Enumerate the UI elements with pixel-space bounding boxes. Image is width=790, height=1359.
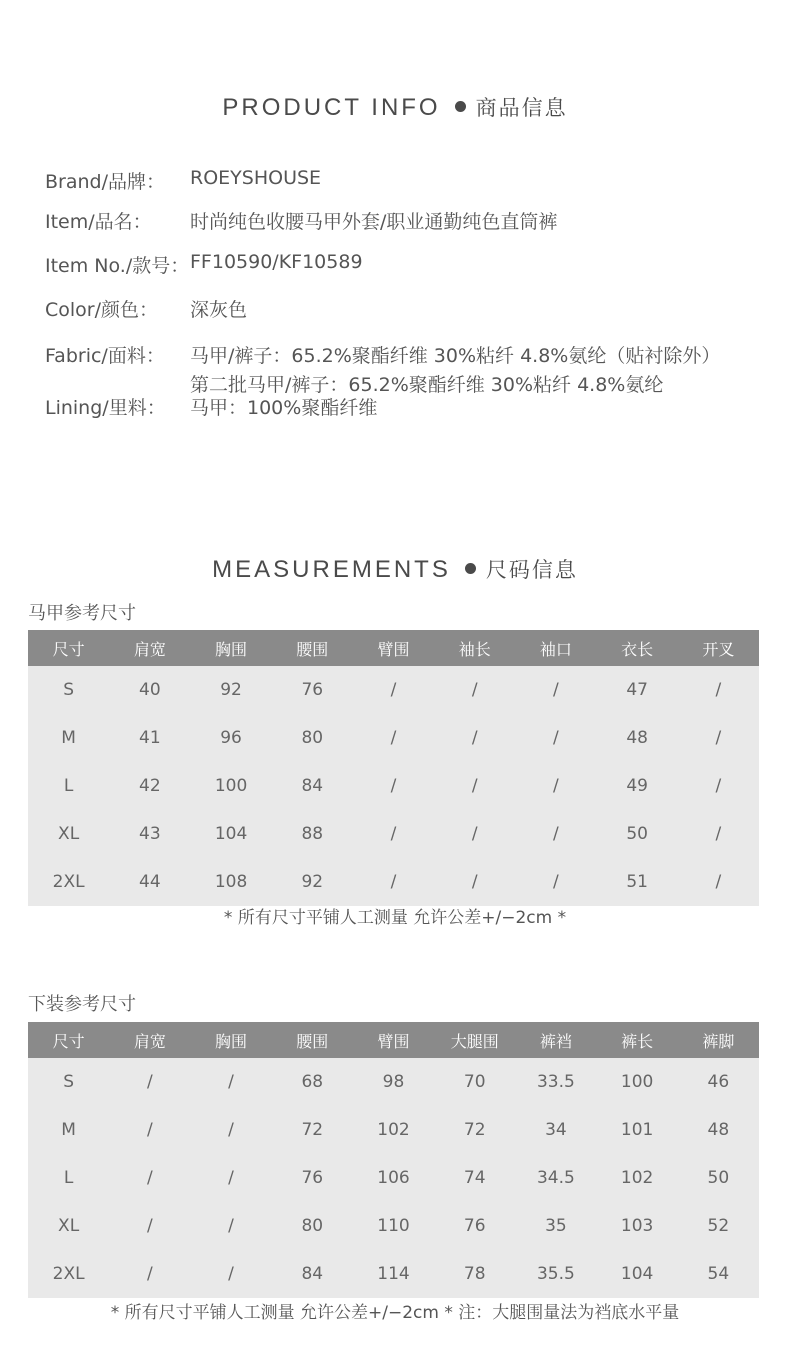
column-header: 腰围	[272, 630, 353, 666]
column-header: 袖长	[434, 630, 515, 666]
column-header: 衣长	[597, 630, 678, 666]
table-cell: 76	[434, 1202, 515, 1250]
info-value: ROEYSHOUSE	[190, 167, 322, 189]
table-row	[28, 1154, 759, 1202]
table-cell: 110	[353, 1202, 434, 1250]
table-cell: /	[434, 762, 515, 810]
table-cell: 80	[272, 1202, 353, 1250]
info-value: 深灰色	[190, 299, 248, 321]
pants-table-note: * 所有尺寸平铺人工测量 允许公差+/−2cm * 注：大腿围量法为裆底水平量	[110, 1303, 680, 1323]
table-row	[28, 666, 759, 714]
table-cell: /	[434, 666, 515, 714]
table-header-row	[28, 1022, 759, 1058]
table-cell: 46	[678, 1058, 759, 1106]
column-header: 开叉	[678, 630, 759, 666]
table-cell: 52	[678, 1202, 759, 1250]
bullet-dot-icon	[465, 563, 476, 574]
table-cell: /	[353, 858, 434, 906]
table-cell: 54	[678, 1250, 759, 1298]
vest-table-note: * 所有尺寸平铺人工测量 允许公差+/−2cm *	[223, 908, 567, 928]
column-header: 袖口	[515, 630, 596, 666]
table-cell: 106	[353, 1154, 434, 1202]
table-cell: 47	[597, 666, 678, 714]
table-cell: 35.5	[515, 1250, 596, 1298]
table-cell: 114	[353, 1250, 434, 1298]
table-cell: 102	[353, 1106, 434, 1154]
table-cell: 84	[272, 762, 353, 810]
table-row	[28, 1250, 759, 1298]
fabric-line-2: 第二批马甲/裤子：65.2%聚酯纤维 30%粘纤 4.8%氨纶	[190, 374, 664, 396]
table-cell: /	[190, 1058, 271, 1106]
table-cell: 34.5	[515, 1154, 596, 1202]
table-row	[28, 1202, 759, 1250]
table-cell: /	[515, 714, 596, 762]
table-cell: 41	[109, 714, 190, 762]
info-label: Item/品名：	[45, 211, 152, 233]
table-cell: /	[678, 666, 759, 714]
measurements-title	[0, 554, 790, 584]
table-row	[28, 762, 759, 810]
table-cell: 98	[353, 1058, 434, 1106]
column-header: 尺寸	[28, 1022, 109, 1058]
table-cell: /	[109, 1202, 190, 1250]
table-cell: 88	[272, 810, 353, 858]
info-label: Item No./款号：	[45, 255, 190, 277]
column-header: 肩宽	[109, 630, 190, 666]
table-cell: /	[434, 810, 515, 858]
column-header: 胸围	[190, 630, 271, 666]
info-value	[190, 341, 720, 397]
table-cell: 2XL	[28, 858, 109, 906]
info-label: Brand/品牌：	[45, 171, 165, 193]
table-cell: /	[678, 714, 759, 762]
table-cell: 43	[109, 810, 190, 858]
table-cell: 50	[597, 810, 678, 858]
table-cell: /	[434, 714, 515, 762]
table-cell: /	[515, 666, 596, 714]
product-info-title	[0, 92, 790, 122]
table-cell: 104	[597, 1250, 678, 1298]
table-cell: /	[109, 1106, 190, 1154]
table-cell: 92	[272, 858, 353, 906]
table-cell: /	[678, 858, 759, 906]
table-cell: M	[28, 714, 109, 762]
table-cell: /	[678, 762, 759, 810]
table-cell: 84	[272, 1250, 353, 1298]
table-cell: XL	[28, 810, 109, 858]
table-cell: 48	[597, 714, 678, 762]
table-cell: /	[434, 858, 515, 906]
column-header: 胸围	[190, 1022, 271, 1058]
column-header: 尺寸	[28, 630, 109, 666]
table-header-row	[28, 630, 759, 666]
table-cell: 34	[515, 1106, 596, 1154]
table-cell: 35	[515, 1202, 596, 1250]
table-cell: 72	[434, 1106, 515, 1154]
column-header: 裤长	[597, 1022, 678, 1058]
table-cell: 33.5	[515, 1058, 596, 1106]
table-cell: 76	[272, 1154, 353, 1202]
table-row	[28, 1058, 759, 1106]
table-cell: 100	[190, 762, 271, 810]
column-header: 腰围	[272, 1022, 353, 1058]
table-cell: /	[190, 1106, 271, 1154]
table-cell: /	[190, 1154, 271, 1202]
table-cell: 68	[272, 1058, 353, 1106]
table-cell: 44	[109, 858, 190, 906]
table-cell: 103	[597, 1202, 678, 1250]
table-cell: M	[28, 1106, 109, 1154]
table-cell: /	[515, 858, 596, 906]
pants-size-table	[28, 1022, 759, 1298]
table-cell: 70	[434, 1058, 515, 1106]
fabric-line-1: 马甲/裤子：65.2%聚酯纤维 30%粘纤 4.8%氨纶（贴衬除外）	[190, 345, 721, 367]
table-cell: /	[190, 1202, 271, 1250]
table-cell: 2XL	[28, 1250, 109, 1298]
table-cell: 74	[434, 1154, 515, 1202]
table-cell: S	[28, 1058, 109, 1106]
table-cell: /	[109, 1058, 190, 1106]
table-cell: 92	[190, 666, 271, 714]
table-cell: 42	[109, 762, 190, 810]
table-cell: 101	[597, 1106, 678, 1154]
table-cell: L	[28, 1154, 109, 1202]
info-label: Color/颜色：	[45, 299, 159, 321]
table-cell: 80	[272, 714, 353, 762]
table-cell: 102	[597, 1154, 678, 1202]
table-cell: /	[353, 714, 434, 762]
table-cell: /	[109, 1154, 190, 1202]
product-info-title-cn: 商品信息	[475, 96, 568, 120]
table-cell: 76	[272, 666, 353, 714]
column-header: 臂围	[353, 630, 434, 666]
table-cell: 72	[272, 1106, 353, 1154]
table-cell: 51	[597, 858, 678, 906]
table-row	[28, 810, 759, 858]
table-cell: 48	[678, 1106, 759, 1154]
table-cell: /	[515, 810, 596, 858]
table-row	[28, 1106, 759, 1154]
column-header: 臂围	[353, 1022, 434, 1058]
table-cell: /	[353, 666, 434, 714]
table-cell: /	[190, 1250, 271, 1298]
product-info-title-en: PRODUCT INFO	[222, 94, 441, 121]
column-header: 裤脚	[678, 1022, 759, 1058]
info-value: FF10590/KF10589	[190, 251, 363, 273]
vest-table-caption: 马甲参考尺寸	[28, 603, 136, 624]
column-header: 肩宽	[109, 1022, 190, 1058]
table-cell: 40	[109, 666, 190, 714]
table-cell: 104	[190, 810, 271, 858]
info-label: Lining/里料：	[45, 397, 166, 419]
table-cell: L	[28, 762, 109, 810]
table-cell: 50	[678, 1154, 759, 1202]
table-cell: /	[678, 810, 759, 858]
info-value: 马甲：100%聚酯纤维	[190, 397, 378, 419]
table-cell: /	[515, 762, 596, 810]
measurements-title-cn: 尺码信息	[485, 558, 578, 582]
table-cell: 108	[190, 858, 271, 906]
table-cell: /	[353, 762, 434, 810]
column-header: 裤裆	[515, 1022, 596, 1058]
table-cell: /	[109, 1250, 190, 1298]
table-row	[28, 714, 759, 762]
info-label: Fabric/面料：	[45, 345, 165, 367]
table-cell: 100	[597, 1058, 678, 1106]
info-value: 时尚纯色收腰马甲外套/职业通勤纯色直筒裤	[190, 211, 558, 233]
table-row	[28, 858, 759, 906]
table-cell: 49	[597, 762, 678, 810]
vest-size-table	[28, 630, 759, 906]
table-cell: XL	[28, 1202, 109, 1250]
column-header: 大腿围	[434, 1022, 515, 1058]
bullet-dot-icon	[455, 101, 466, 112]
table-cell: 78	[434, 1250, 515, 1298]
table-cell: 96	[190, 714, 271, 762]
table-cell: S	[28, 666, 109, 714]
pants-table-caption: 下装参考尺寸	[28, 994, 136, 1015]
measurements-title-en: MEASUREMENTS	[212, 556, 451, 583]
table-cell: /	[353, 810, 434, 858]
